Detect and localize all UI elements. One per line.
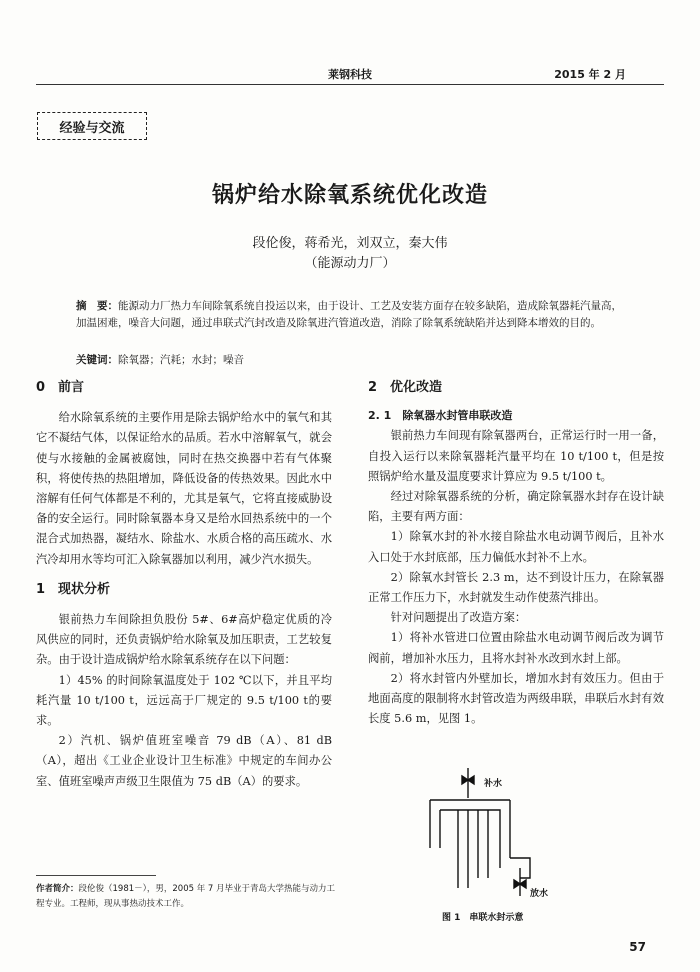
section-2-paragraph-1: 银前热力车间现有除氧器两台，正常运行时一用一备，自投入运行以来除氧器耗汽量平均在 10 t/100 t，但是按照锅炉给水量及温度要求计算应为 9.5 t/100 t。 — [368, 429, 664, 483]
section-2-1-heading: 2. 1 除氧器水封管串联改造 — [368, 409, 513, 423]
section-2-paragraph-2: 经过对除氧器系统的分析，确定除氧器水封存在设计缺陷，主要有两方面： — [368, 490, 664, 524]
figure-caption-text: 图 1 串联水封示意 — [442, 913, 524, 923]
authors: 段伦俊，蒋希光，刘双立，秦大伟 — [252, 236, 448, 251]
section-0-heading: 0 前言 — [36, 380, 85, 395]
section-2-paragraph-7: 2）将水封管内外壁加长，增加水封有效压力。但由于地面高度的限制将水封管改造为两级串联，串联后水封有效长度 5.6 m，见图 1。 — [368, 671, 664, 726]
section-2-paragraph-6: 1）将补水管进口位置由除盐水电动调节阀后改为调节阀前，增加补水压力，且将水封补水改到水封上部。 — [368, 631, 664, 665]
seal-stage-2 — [478, 810, 488, 878]
footnote-rule — [36, 875, 156, 876]
section-1-paragraph-3: 2）汽机、锅炉值班室噪音 79 dB（A）、81 dB（A），超出《工业企业设计卫生标准》中规定的车间办公室、值班室噪声声级卫生限值为 75 dB（A）的要求。 — [36, 734, 332, 788]
section-1-heading: 1 现状分析 — [36, 581, 111, 597]
abstract — [76, 298, 624, 332]
footnote-text: 段伦俊（1981－），男，2005 年 7 月毕业于青岛大学热能与动力工程专业。工程师，现从事热动技术工作。 — [36, 884, 336, 909]
abstract-text: 能源动力厂热力车间除氧系统自投运以来，由于设计、工艺及安装方面存在较多缺陷，造成除氧器耗汽量高，加温困难，噪音大问题，通过串联式汽封改造及除氧进汽管道改造，消除了除氧系统缺陷并达到降本增效的目的。 — [76, 300, 622, 329]
footnote-label: 作者简介： — [36, 884, 79, 894]
figure-label-drain: 放水 — [530, 889, 549, 899]
figure-label-inlet: 补水 — [484, 779, 503, 789]
issue-date: 2015 年 2 月 — [554, 68, 626, 81]
journal-name: 莱钢科技 — [328, 68, 372, 81]
keywords — [76, 352, 624, 369]
section-label: 经验与交流 — [37, 112, 147, 140]
right-column — [368, 378, 664, 729]
section-0-paragraph: 给水除氧系统的主要作用是除去锅炉给水中的氧气和其它不凝结气体，以保证给水的品质。若水中溶解氧气，就会使与水接触的金属被腐蚀，同时在热交换器中若有气体聚积，将使传热的热阻增加，降低设备的传热效果。因此水中溶解有任何气体都是不利的，尤其是氧气，它将直接威胁设备的安全运行。同时除氧器本身又是给水回热系统中的一个混合式加热器，凝结水、除盐水、水质合格的高压疏水、水汽冷却用水等均可汇入除氧器加以利用，减少汽水损失。 — [36, 411, 332, 566]
article-title: 锅炉给水除氧系统优化改造 — [211, 183, 488, 208]
seal-stage-1 — [458, 810, 468, 888]
left-column — [36, 378, 332, 792]
seal-inner-pipe — [440, 810, 500, 868]
section-1-paragraph-1: 银前热力车间除担负股份 5#、6#高炉稳定优质的冷风供应的同时，还负责锅炉给水除氧及加压职责，工艺较复杂。由于设计造成锅炉给水除氧系统存在以下问题： — [36, 613, 332, 667]
section-2-paragraph-5: 针对问题提出了改造方案： — [390, 611, 527, 625]
header-rule — [36, 84, 664, 85]
keywords-label: 关键词： — [76, 354, 118, 366]
affiliation: （能源动力厂） — [304, 256, 396, 271]
abstract-label: 摘 要： — [76, 300, 118, 312]
section-1-paragraph-2: 1）45% 的时间除氧温度处于 102 ℃以下，并且平均耗汽量 10 t/100 t，远远高于厂规定的 9.5 t/100 t的要求。 — [36, 673, 332, 728]
section-2-paragraph-4: 2）除氧水封管长 2.3 m，达不到设计压力，在除氧器正常工作压力下，水封就发生动作使蒸汽排出。 — [368, 570, 664, 605]
keywords-text: 除氧器；汽耗；水封；噪音 — [118, 354, 244, 366]
section-2-paragraph-3: 1）除氧水封的补水接自除盐水电动调节阀后，且补水入口处于水封底部，压力偏低水封补不上水。 — [368, 530, 664, 564]
author-note — [36, 882, 336, 912]
section-2-heading: 2 优化改造 — [368, 380, 443, 395]
page-number: 57 — [629, 940, 646, 954]
seal-outer-pipe — [430, 800, 510, 858]
